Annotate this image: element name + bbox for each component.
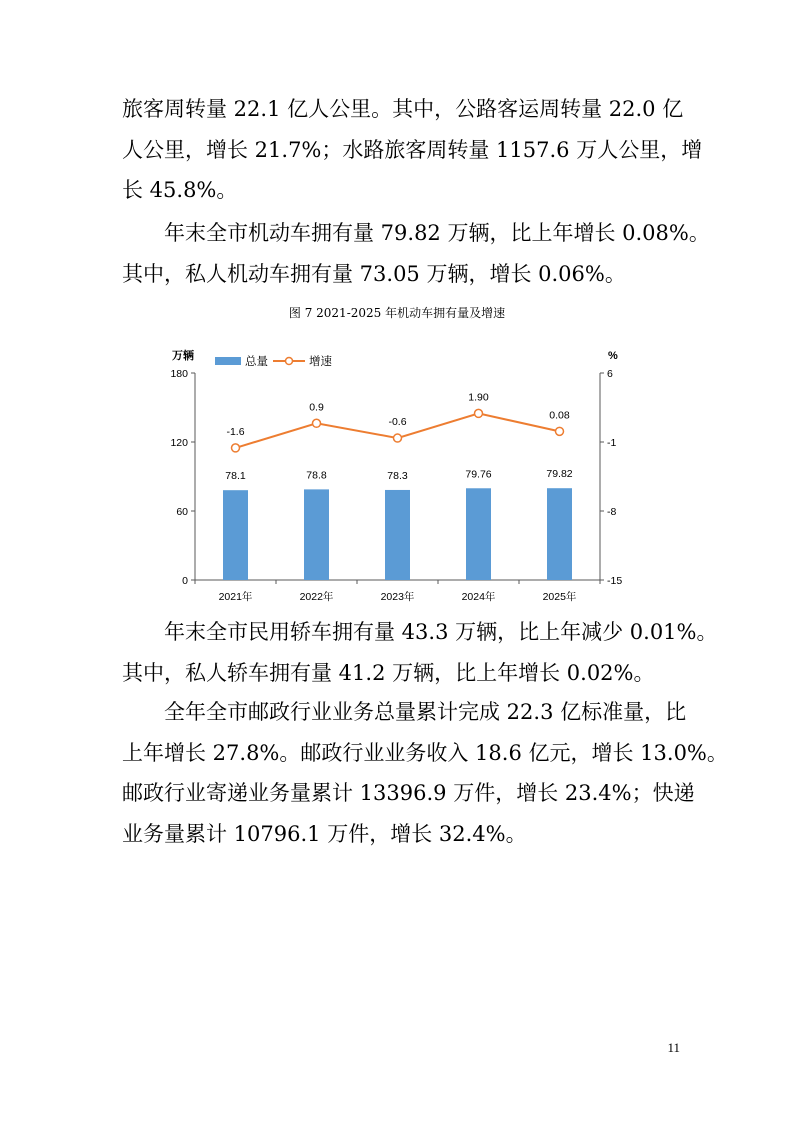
bar (466, 488, 491, 580)
growth-rate-point (313, 419, 321, 427)
right-tick-label: -15 (607, 575, 623, 587)
left-tick-label: 120 (170, 437, 188, 449)
right-tick-label: -8 (607, 506, 617, 518)
legend-swatch-marker (286, 358, 293, 365)
paragraph-motor-vehicles (122, 213, 710, 294)
bar-value-label: 78.3 (387, 469, 408, 482)
paragraph-postal-services (122, 692, 728, 854)
right-tick-label: 6 (607, 368, 613, 380)
right-axis-unit: % (608, 350, 618, 362)
legend-swatch-bar (215, 357, 241, 365)
text-line: 其中，私人机动车拥有量 73.05 万辆，增长 0.06%。 (122, 261, 626, 286)
text-line: 上年增长 27.8%。邮政行业业务收入 18.6 亿元，增长 13.0%。 (122, 740, 728, 765)
text-line: 其中，私人轿车拥有量 41.2 万辆，比上年增长 0.02%。 (122, 660, 655, 685)
growth-rate-label: 0.08 (549, 409, 570, 422)
growth-rate-point (475, 409, 483, 417)
x-tick-label: 2021年 (218, 591, 253, 603)
text-line: 年末全市民用轿车拥有量 43.3 万辆，比上年减少 0.01%。 (164, 620, 718, 644)
text-line: 旅客周转量 22.1 亿人公里。其中，公路客运周转量 22.0 亿 (122, 97, 684, 121)
figure-caption: 图 7 2021-2025 年机动车拥有量及增速 (288, 306, 506, 320)
growth-rate-label: -0.6 (388, 416, 407, 429)
legend-label-line: 增速 (309, 356, 332, 368)
x-tick-label: 2024年 (461, 591, 496, 603)
text-line: 人公里，增长 21.7%；水路旅客周转量 1157.6 万人公里，增 (122, 137, 703, 162)
legend-label-bar: 总量 (245, 356, 268, 368)
vehicle-ownership-chart (160, 342, 635, 604)
text-line: 全年全市邮政行业业务总量累计完成 22.3 亿标准量，比 (164, 700, 687, 724)
right-tick-label: -1 (607, 437, 617, 449)
text-line: 长 45.8%。 (122, 178, 238, 202)
growth-rate-point (232, 444, 240, 452)
x-tick-label: 2022年 (299, 591, 334, 603)
page-number: 11 (667, 1040, 680, 1055)
left-axis-unit: 万辆 (172, 350, 194, 362)
growth-rate-point (394, 434, 402, 442)
growth-rate-label: 1.90 (468, 391, 489, 404)
text-line: 邮政行业寄递业务量累计 13396.9 万件，增长 23.4%；快递 (122, 781, 695, 805)
bar-value-label: 79.82 (546, 468, 573, 481)
paragraph-passenger-cars (122, 612, 718, 693)
growth-rate-point (556, 427, 564, 435)
bar-value-label: 78.1 (225, 470, 246, 483)
text-line: 年末全市机动车拥有量 79.82 万辆，比上年增长 0.08%。 (164, 221, 710, 245)
text-line: 业务量累计 10796.1 万件，增长 32.4%。 (122, 821, 527, 846)
growth-rate-label: -1.6 (226, 425, 245, 438)
bar (223, 490, 248, 580)
bar (304, 489, 329, 580)
left-tick-label: 0 (182, 575, 188, 587)
bar (385, 490, 410, 580)
left-tick-label: 180 (170, 368, 188, 380)
bar (547, 488, 572, 580)
bar-value-label: 79.76 (465, 468, 492, 481)
x-tick-label: 2025年 (542, 591, 577, 603)
bar-value-label: 78.8 (306, 469, 327, 482)
growth-rate-label: 0.9 (309, 401, 324, 414)
paragraph-passenger-turnover (122, 89, 703, 211)
x-tick-label: 2023年 (380, 591, 415, 603)
left-tick-label: 60 (176, 506, 188, 518)
